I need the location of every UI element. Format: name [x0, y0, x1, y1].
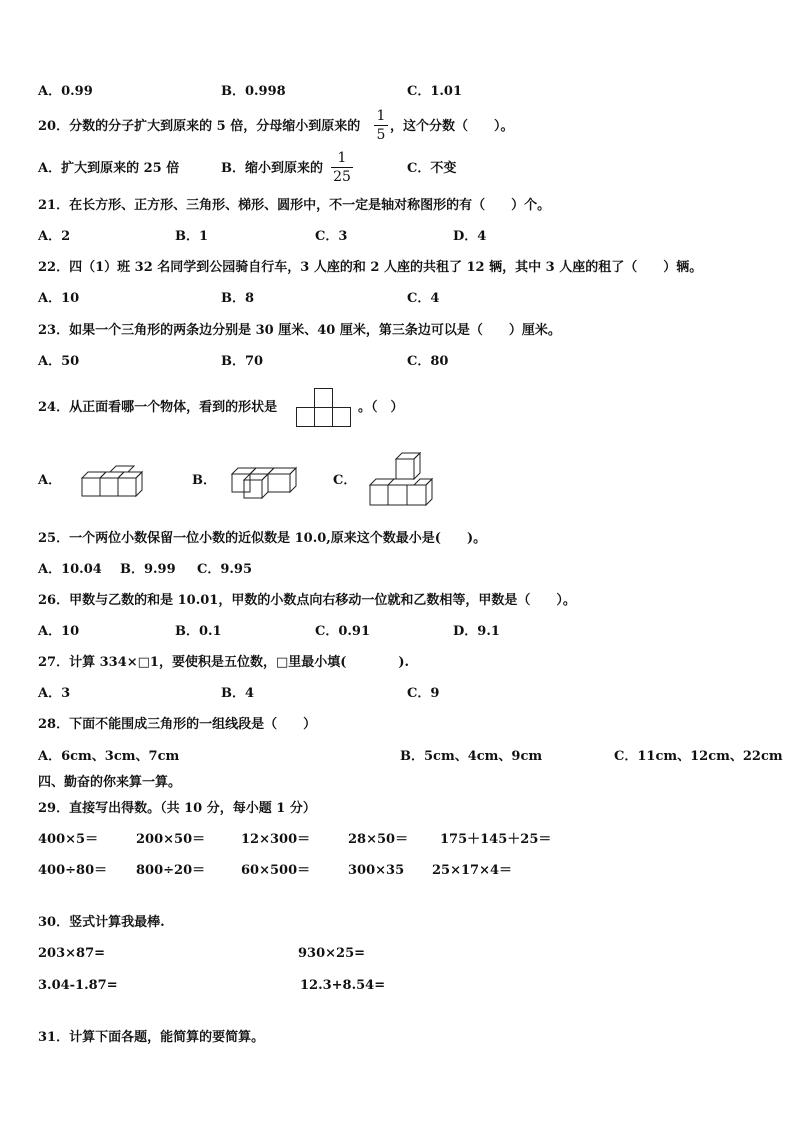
q29-item: 175＋145＋25＝: [440, 832, 552, 847]
q23-option-c: C．80: [407, 354, 449, 369]
q20-fraction-numerator: 1: [376, 108, 386, 124]
q30-stem: 30．竖式计算我最棒.: [38, 915, 165, 930]
q20-option-b: B．缩小到原来的: [221, 161, 323, 176]
q22-stem: 22．四（1）班 32 名同学到公园骑自行车，3 人座的和 2 人座的共租了 12 辆，其中 3 人座的租了（ ）辆。: [38, 260, 703, 275]
q20-fraction: [374, 108, 388, 143]
q24-option-c: C．: [333, 473, 357, 488]
q30-item: 930×25=: [298, 946, 366, 961]
q24-figure-c: [368, 453, 438, 508]
q28-option-a: A．6cm、3cm、7cm: [38, 749, 180, 764]
q28-option-b: B．5cm、4cm、9cm: [400, 749, 543, 764]
q21-option-a: A．2: [38, 229, 71, 244]
q24-option-b: B．: [192, 473, 216, 488]
q25-option-c: C．9.95: [197, 562, 253, 577]
q26-option-b: B．0.1: [175, 624, 222, 639]
section-4-heading: 四、勤奋的你来算一算。: [38, 775, 182, 790]
q27-option-b: B．4: [221, 686, 255, 701]
q29-item: 12×300＝: [241, 832, 311, 847]
q29-item: 400×5＝: [38, 832, 99, 847]
q19-option-c: C．1.01: [407, 84, 463, 99]
q21-option-d: D．4: [453, 229, 487, 244]
q22-option-c: C．4: [407, 291, 440, 306]
q19-option-b: B．0.998: [221, 84, 286, 99]
q21-option-c: C．3: [315, 229, 348, 244]
q26-stem: 26．甲数与乙数的和是 10.01，甲数的小数点向右移动一位就和乙数相等，甲数是（ ）。: [38, 593, 576, 608]
q28-stem: 28．下面不能围成三角形的一组线段是（ ）: [38, 717, 317, 732]
q26-option-a: A．10: [38, 624, 80, 639]
q23-stem: 23．如果一个三角形的两条边分别是 30 厘米、40 厘米，第三条边可以是（ ）厘米。: [38, 323, 561, 338]
q29-item: 800÷20＝: [136, 863, 206, 878]
q29-item: 60×500＝: [241, 863, 311, 878]
q24-stem-prefix: 24．从正面看哪一个物体，看到的形状是: [38, 400, 278, 415]
q21-option-b: B．1: [175, 229, 209, 244]
q20-fraction-denominator: 5: [376, 127, 386, 143]
q22-option-b: B．8: [221, 291, 255, 306]
q31-stem: 31．计算下面各题，能简算的要简算。: [38, 1030, 265, 1045]
q20-option-b-numerator: 1: [337, 150, 347, 166]
q28-option-c: C．11cm、12cm、22cm: [614, 749, 783, 764]
q29-item: 25×17×4＝: [432, 863, 513, 878]
q23-option-b: B．70: [221, 354, 264, 369]
q29-item: 300×35: [348, 863, 405, 878]
q24-figure-a: [80, 464, 150, 500]
q29-item: 28×50＝: [348, 832, 409, 847]
q20-option-a: A．扩大到原来的 25 倍: [38, 161, 180, 176]
q20-stem-prefix: 20．分数的分子扩大到原来的 5 倍，分母缩小到原来的: [38, 119, 361, 134]
q20-stem-suffix: ，这个分数（ ）。: [390, 119, 514, 134]
q27-option-a: A．3: [38, 686, 71, 701]
q25-option-b: B．9.99: [120, 562, 176, 577]
q24-option-a: A．: [38, 473, 62, 488]
q30-item: 12.3+8.54=: [300, 978, 386, 993]
q25-option-a: A．10.04: [38, 562, 102, 577]
q30-item: 203×87=: [38, 946, 106, 961]
q20-option-b-denominator: 25: [333, 169, 351, 185]
q27-stem: 27．计算 334×□1，要使积是五位数，□里最小填( ).: [38, 655, 410, 670]
q19-option-a: A．0.99: [38, 84, 93, 99]
q25-stem: 25．一个两位小数保留一位小数的近似数是 10.0,原来这个数最小是( )。: [38, 531, 487, 546]
q30-item: 3.04-1.87=: [38, 978, 118, 993]
front-view-figure: [296, 388, 354, 428]
q21-stem: 21．在长方形、正方形、三角形、梯形、圆形中，不一定是轴对称图形的有（ ）个。: [38, 198, 551, 213]
q26-option-c: C．0.91: [315, 624, 371, 639]
q23-option-a: A．50: [38, 354, 80, 369]
q27-option-c: C．9: [407, 686, 440, 701]
q26-option-d: D．9.1: [453, 624, 500, 639]
q29-stem: 29．直接写出得数。（共 10 分，每小题 1 分）: [38, 801, 316, 816]
q29-item: 200×50＝: [136, 832, 206, 847]
q20-option-b-fraction: [331, 150, 353, 185]
q24-figure-b: [230, 462, 302, 500]
q29-item: 400÷80＝: [38, 863, 108, 878]
q20-option-c: C．不变: [407, 161, 457, 176]
q24-stem-suffix: 。（ ）: [358, 400, 404, 415]
q22-option-a: A．10: [38, 291, 80, 306]
